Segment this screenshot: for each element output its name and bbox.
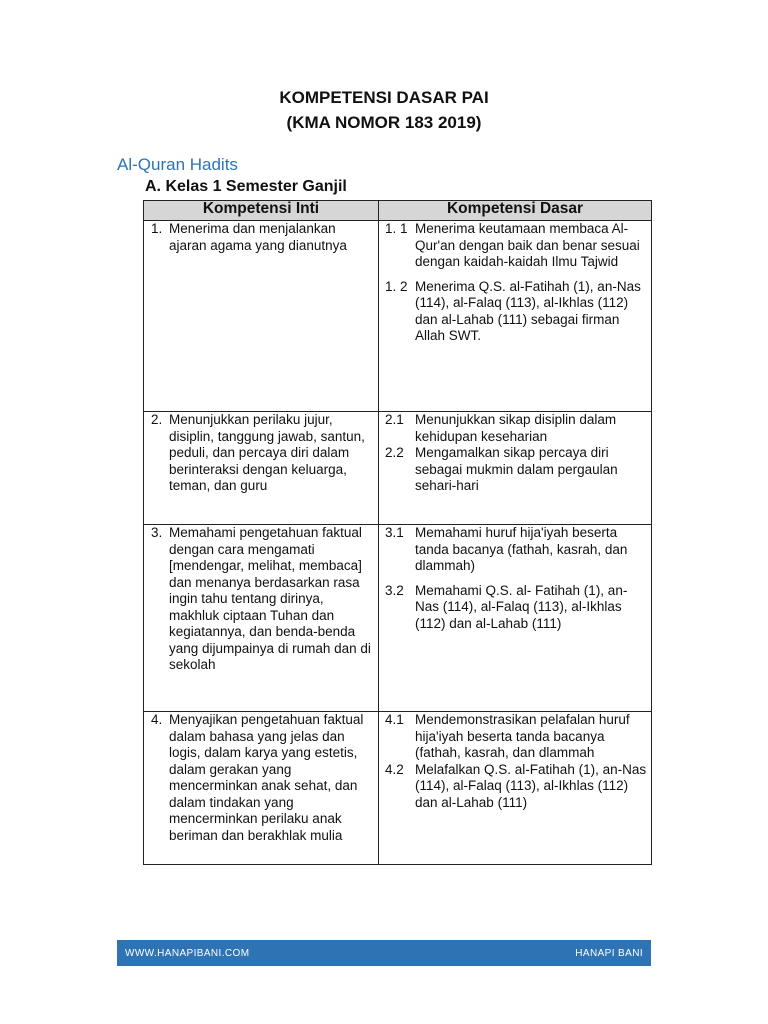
- ki-number: 1.: [151, 221, 163, 236]
- kd-text: Memahami huruf hija'iyah beserta tanda bacanya (fathah, kasrah, dan dlammah): [415, 525, 628, 573]
- ki-cell: [144, 525, 379, 712]
- kd-text: Menerima keutamaan membaca Al-Qur'an dengan baik dan benar sesuai dengan kaidah-kaidah Ilmu Tajwid: [415, 221, 640, 269]
- subheading: A. Kelas 1 Semester Ganjil: [145, 178, 347, 195]
- kd-number: 3.1: [385, 525, 404, 540]
- footer-author: HANAPI BANI: [575, 948, 643, 959]
- kd-text: Menunjukkan sikap disiplin dalam kehidupan keseharian: [415, 412, 617, 444]
- kd-text: Melafalkan Q.S. al-Fatihah (1), an-Nas (114), al-Falaq (113), al-Ikhlas (112) dan al-Lahab (111): [415, 761, 647, 810]
- kd-cell: [379, 221, 652, 412]
- header-kompetensi-inti: Kompetensi Inti: [144, 201, 379, 221]
- table-row: [144, 712, 652, 865]
- ki-cell: [144, 412, 379, 525]
- ki-number: 2.: [151, 412, 163, 427]
- kd-number: 4.1: [385, 712, 404, 727]
- header-kompetensi-dasar: Kompetensi Dasar: [379, 201, 652, 221]
- ki-text: Menyajikan pengetahuan faktual dalam bahasa yang jelas dan logis, dalam karya yang estetis, dalam gerakan yang mencerminkan anak sehat, dan dalam tindakan yang mencerminkan perilaku anak beriman dan berakhlak mulia: [169, 712, 364, 843]
- kd-cell: [379, 712, 652, 865]
- page-footer: [117, 940, 651, 966]
- kd-number: 1. 1: [385, 221, 408, 236]
- kd-text: Mengamalkan sikap percaya diri sebagai mukmin dalam pergaulan sehari-hari: [415, 445, 618, 493]
- ki-number: 3.: [151, 525, 163, 540]
- ki-cell: [144, 712, 379, 865]
- kd-number: 1. 2: [385, 278, 408, 294]
- kd-cell: [379, 525, 652, 712]
- competency-table: [143, 200, 652, 865]
- document-title: KOMPETENSI DASAR PAI: [279, 88, 489, 107]
- ki-number: 4.: [151, 712, 163, 727]
- kd-number: 2.1: [385, 412, 404, 427]
- footer-website-link[interactable]: WWW.HANAPIBANI.COM: [125, 948, 250, 959]
- kd-number: 4.2: [385, 761, 404, 777]
- ki-text: Memahami pengetahuan faktual dengan cara mengamati [mendengar, melihat, membaca] dan menanya berdasarkan rasa ingin tahu tentang dirinya, makhluk ciptaan Tuhan dan kegiatannya, dan benda-benda yang dijumpainya di rumah dan di sekolah: [169, 525, 371, 672]
- document-subtitle: (KMA NOMOR 183 2019): [286, 113, 482, 132]
- table-header-row: [144, 201, 652, 221]
- kd-text: Mendemonstrasikan pelafalan huruf hija'iyah beserta tanda bacanya (fathah, kasrah, dan dlammah: [415, 712, 630, 760]
- table-row: [144, 221, 652, 412]
- kd-text: Menerima Q.S. al-Fatihah (1), an-Nas (114), al-Falaq (113), al-Ikhlas (112) dan al-Lahab (111) sebagai firman Allah SWT.: [415, 278, 641, 343]
- kd-cell: [379, 412, 652, 525]
- kd-text: Memahami Q.S. al- Fatihah (1), an-Nas (114), al-Falaq (113), al-Ikhlas (112) dan al-Lahab (111): [415, 582, 628, 631]
- ki-text: Menerima dan menjalankan ajaran agama yang dianutnya: [169, 221, 347, 253]
- kd-number: 3.2: [385, 582, 404, 598]
- table-row: [144, 412, 652, 525]
- ki-text: Menunjukkan perilaku jujur, disiplin, tanggung jawab, santun, peduli, dan percaya diri dalam berinteraksi dengan keluarga, teman, dan guru: [169, 412, 365, 493]
- kd-number: 2.2: [385, 445, 404, 460]
- ki-cell: [144, 221, 379, 412]
- section-heading: Al-Quran Hadits: [117, 155, 238, 174]
- table-row: [144, 525, 652, 712]
